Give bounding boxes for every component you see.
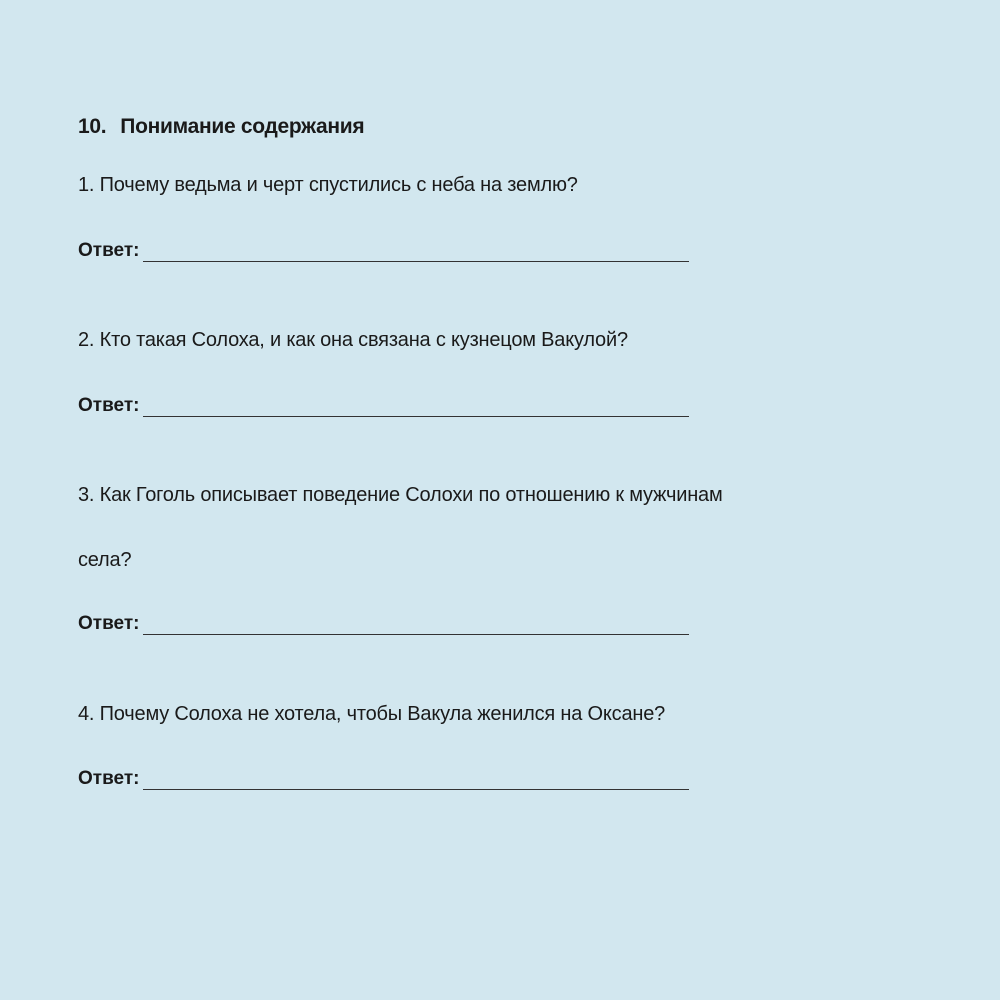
answer-line[interactable] [143,616,689,635]
section-number: 10. [78,115,107,138]
answer-field-4[interactable] [78,768,689,790]
answer-field-1[interactable] [78,240,689,262]
question-3-continuation: села? [78,549,132,571]
question-2: 2. Кто такая Солоха, и как она связана с кузнецом Вакулой? [78,329,628,351]
question-1: 1. Почему ведьма и черт спустились с неба на землю? [78,174,578,196]
question-4: 4. Почему Солоха не хотела, чтобы Вакула женился на Оксане? [78,703,666,725]
answer-field-3[interactable] [78,613,689,635]
answer-line[interactable] [143,398,689,417]
answer-label: Ответ: [78,395,140,416]
answer-label: Ответ: [78,240,140,261]
question-3: 3. Как Гоголь описывает поведение Солохи по отношению к мужчинам [78,484,723,506]
answer-label: Ответ: [78,613,140,634]
answer-label: Ответ: [78,768,140,789]
section-title: Понимание содержания [120,115,365,138]
answer-line[interactable] [143,243,689,262]
answer-line[interactable] [143,771,689,790]
section-heading [78,115,364,139]
answer-field-2[interactable] [78,395,689,417]
